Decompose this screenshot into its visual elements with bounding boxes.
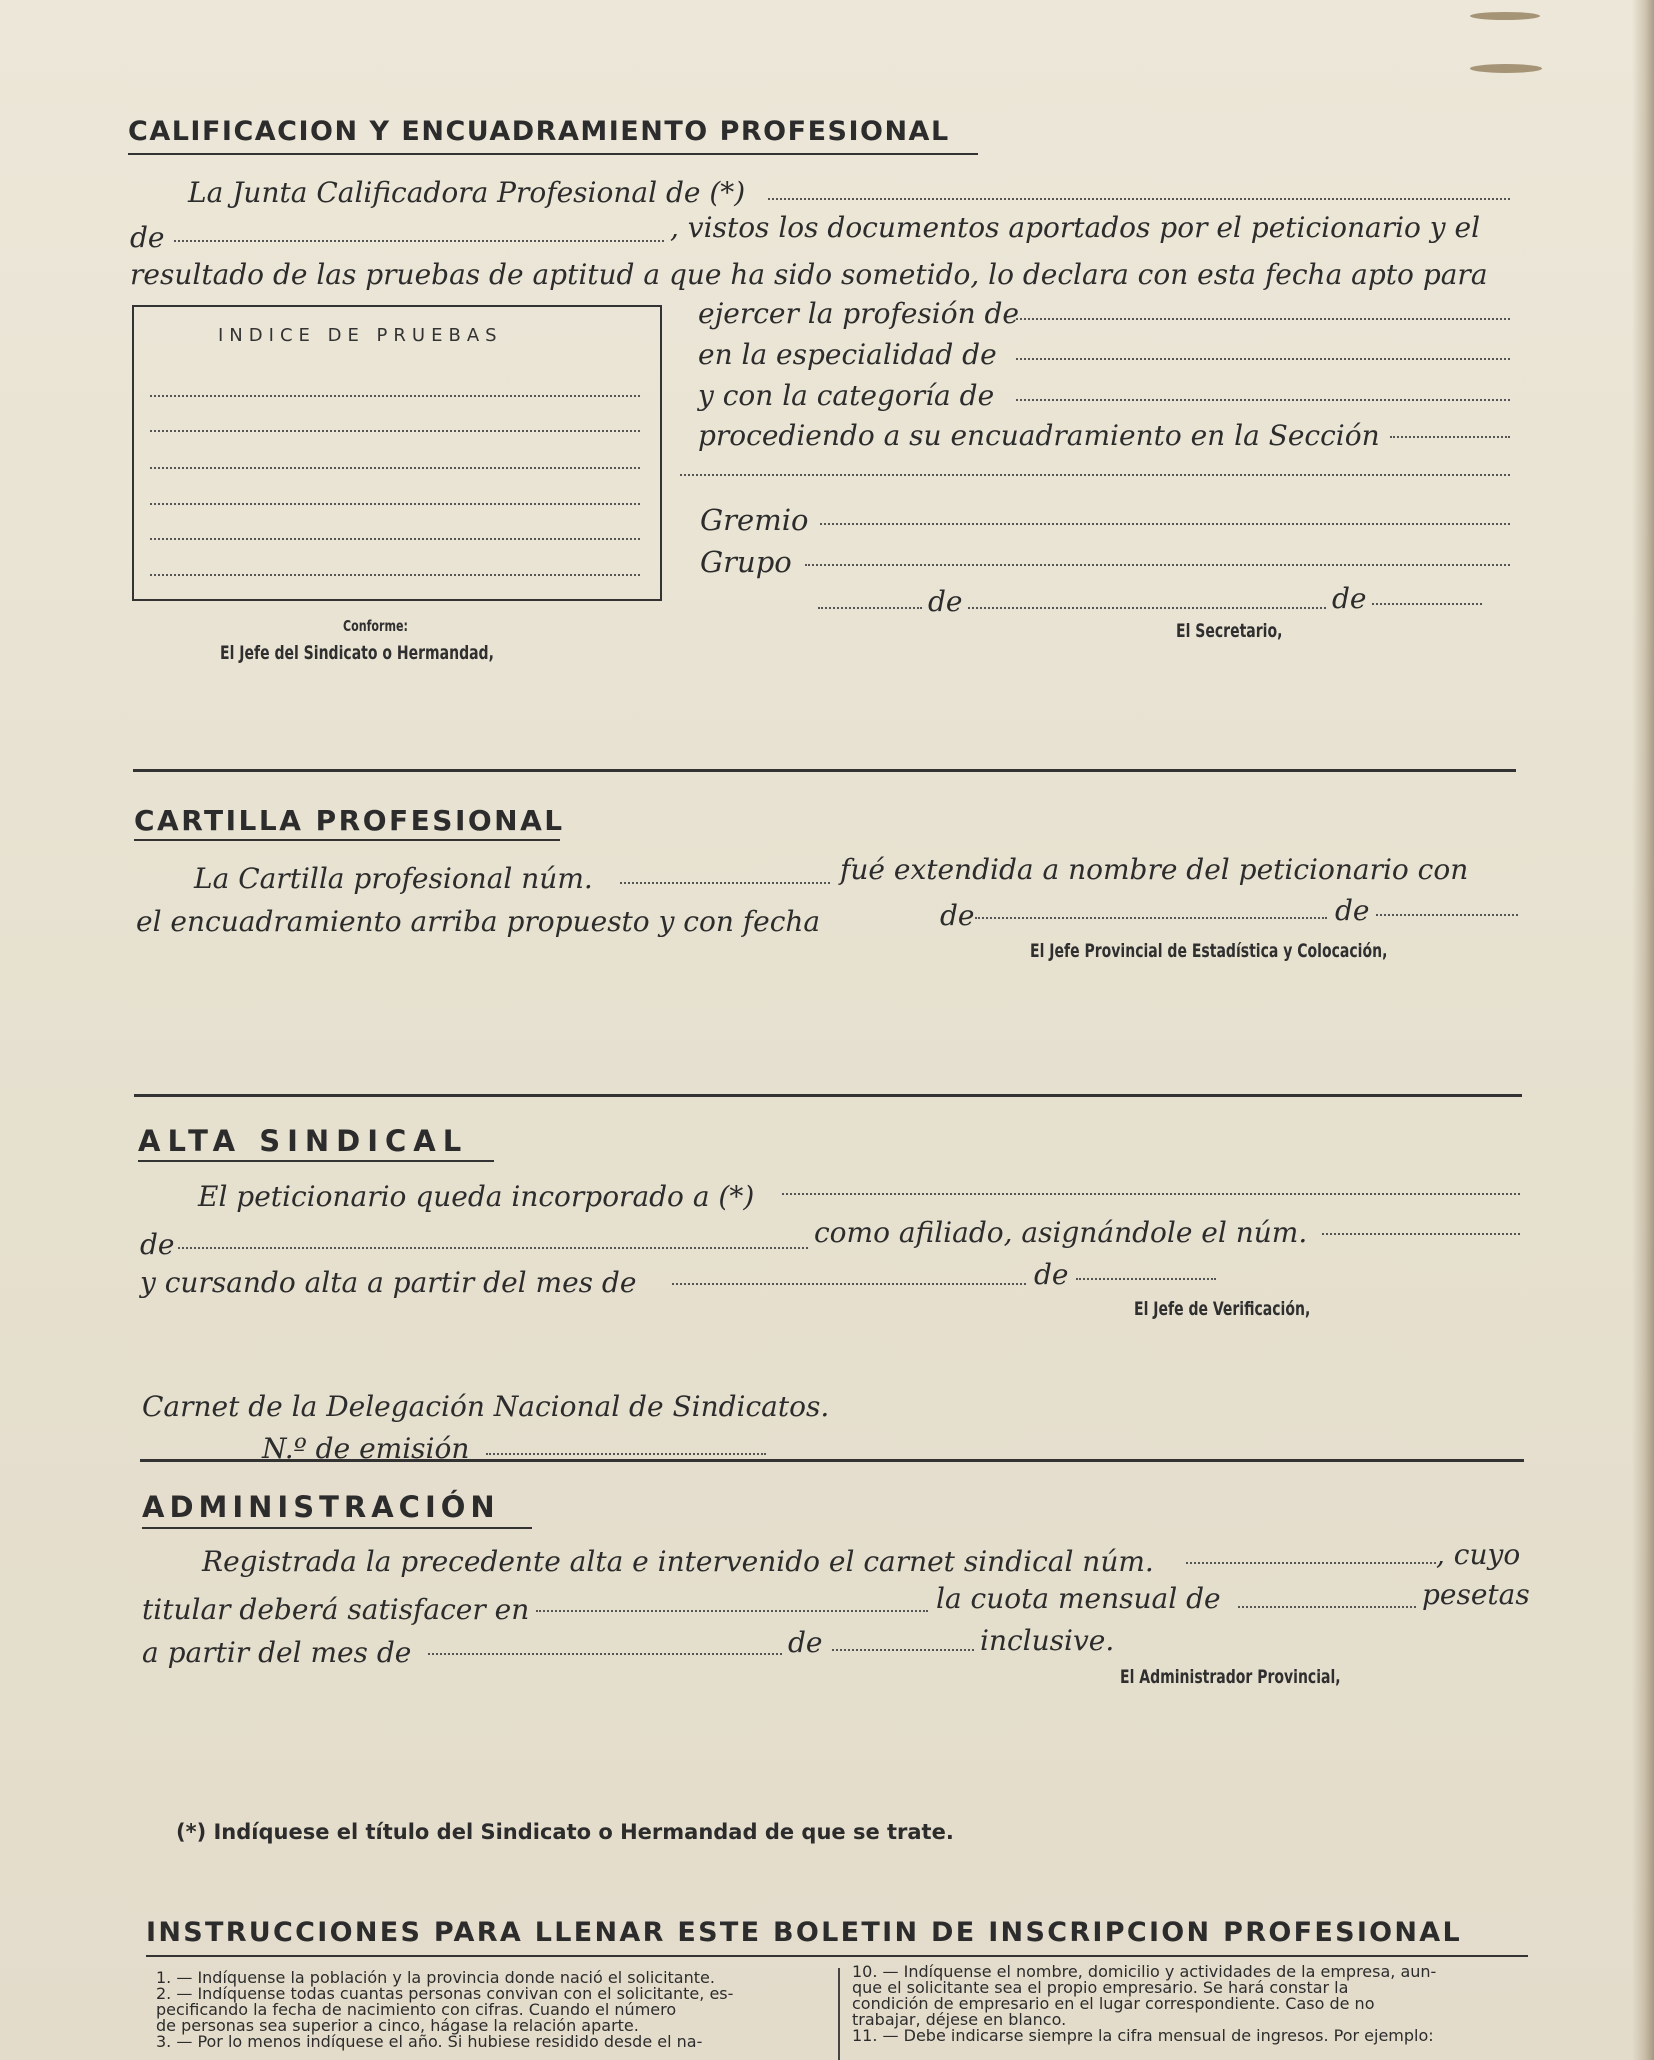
section-heading-alta: ALTA SINDICAL bbox=[138, 1124, 469, 1158]
categoria-field[interactable] bbox=[1016, 399, 1510, 401]
admin-line-2a: titular deberá satisfacer en bbox=[142, 1593, 530, 1626]
fecha-mes-field[interactable] bbox=[968, 607, 1326, 609]
heading-underline bbox=[146, 1955, 1528, 1957]
grupo-field[interactable] bbox=[805, 564, 1510, 566]
column-divider bbox=[838, 1968, 840, 2060]
secretario-signature-label: El Secretario, bbox=[1176, 620, 1283, 642]
junta-field[interactable] bbox=[768, 198, 1510, 200]
gremio-field[interactable] bbox=[820, 523, 1510, 525]
admin-line-2c: pesetas bbox=[1422, 1578, 1530, 1611]
admin-line-1b: , cuyo bbox=[1436, 1538, 1521, 1571]
cartilla-mes-field[interactable] bbox=[975, 917, 1327, 919]
especialidad-field[interactable] bbox=[1016, 358, 1510, 360]
prueba-line[interactable] bbox=[150, 467, 640, 469]
fecha-anio-field[interactable] bbox=[1372, 603, 1482, 605]
instrucciones-left-column bbox=[156, 1970, 826, 2050]
cartilla-de-1: de bbox=[940, 899, 975, 932]
ejercer-label: ejercer la profesión de bbox=[698, 297, 1020, 330]
admin-anio-field[interactable] bbox=[832, 1649, 974, 1651]
conforme-label: Conforme: bbox=[343, 617, 408, 635]
instruccion-item: de personas sea superior a cinco, hágase la relación aparte. bbox=[156, 2016, 639, 2035]
emision-label: N.º de emisión bbox=[262, 1432, 470, 1465]
admin-line-3a: a partir del mes de bbox=[142, 1636, 412, 1669]
ink-stain bbox=[1470, 12, 1540, 20]
heading-underline bbox=[128, 153, 978, 155]
jefe-sindicato-signature-label: El Jefe del Sindicato o Hermandad, bbox=[220, 642, 494, 664]
alta-line-1: El peticionario queda incorporado a (*) bbox=[198, 1180, 755, 1213]
alta-anio-field[interactable] bbox=[1076, 1278, 1216, 1280]
resultado-line: resultado de las pruebas de aptitud a que ha sido sometido, lo declara con esta fecha apto para bbox=[130, 258, 1488, 291]
section-heading-instrucciones: INSTRUCCIONES PARA LLENAR ESTE BOLETIN DE INSCRIPCION PROFESIONAL bbox=[146, 1917, 1463, 1948]
alta-line-2b: como afiliado, asignándole el núm. bbox=[814, 1216, 1308, 1249]
prueba-line[interactable] bbox=[150, 503, 640, 505]
instruccion-item: 1. — Indíquense la población y la provincia donde nació el solicitante. bbox=[156, 1968, 715, 1987]
instruccion-item: 2. — Indíquense todas cuantas personas convivan con el solicitante, es- bbox=[156, 1984, 734, 2003]
instruccion-item: 3. — Por lo menos indíquese el año. Si hubiese residido desde el na- bbox=[156, 2032, 703, 2051]
seccion-field[interactable] bbox=[1390, 436, 1510, 438]
carnet-line: Carnet de la Delegación Nacional de Sindicatos. bbox=[142, 1390, 830, 1423]
instruccion-item: que el solicitante sea el propio empresario. Se hará constar la bbox=[852, 1978, 1349, 1997]
alta-de-2: de bbox=[1034, 1258, 1069, 1291]
instruccion-item: 10. — Indíquense el nombre, domicilio y actividades de la empresa, aun- bbox=[852, 1962, 1437, 1981]
ink-stain bbox=[1470, 64, 1542, 73]
profesion-field[interactable] bbox=[1016, 318, 1510, 320]
admin-mes-field[interactable] bbox=[428, 1653, 782, 1655]
prueba-line[interactable] bbox=[150, 574, 640, 576]
indice-pruebas-title: INDICE DE PRUEBAS bbox=[218, 325, 503, 346]
paper-edge-shadow bbox=[1632, 0, 1654, 2060]
footnote: (*) Indíquese el título del Sindicato o Hermandad de que se trate. bbox=[176, 1820, 954, 1844]
section-divider bbox=[133, 769, 1516, 772]
alta-line-3a: y cursando alta a partir del mes de bbox=[140, 1266, 637, 1299]
instruccion-item: trabajar, déjese en blanco. bbox=[852, 2010, 1067, 2029]
categoria-label: y con la categoría de bbox=[698, 379, 995, 412]
section-divider bbox=[140, 1459, 1524, 1462]
section-divider bbox=[134, 1094, 1522, 1097]
admin-lugar-field[interactable] bbox=[536, 1610, 928, 1612]
alta-sindicato-field[interactable] bbox=[782, 1193, 1520, 1195]
date-de-2: de bbox=[1332, 582, 1367, 615]
admin-carnet-field[interactable] bbox=[1186, 1562, 1436, 1564]
instruccion-item: pecificando la fecha de nacimiento con cifras. Cuando el número bbox=[156, 2000, 677, 2019]
cartilla-de-2: de bbox=[1335, 894, 1370, 927]
date-de-1: de bbox=[928, 585, 963, 618]
administrador-signature-label: El Administrador Provincial, bbox=[1120, 1666, 1341, 1688]
seccion-field-2[interactable] bbox=[680, 474, 1510, 476]
prueba-line[interactable] bbox=[150, 395, 640, 397]
instruccion-item: condición de empresario en el lugar correspondiente. Caso de no bbox=[852, 1994, 1375, 2013]
section-heading-cartilla: CARTILLA PROFESIONAL bbox=[134, 804, 565, 837]
admin-de: de bbox=[788, 1626, 823, 1659]
seccion-label: procediendo a su encuadramiento en la Sección bbox=[698, 419, 1380, 452]
prueba-line[interactable] bbox=[150, 430, 640, 432]
cartilla-anio-field[interactable] bbox=[1376, 914, 1518, 916]
alta-de-label: de bbox=[140, 1228, 175, 1261]
grupo-label: Grupo bbox=[700, 545, 792, 579]
admin-line-2b: la cuota mensual de bbox=[936, 1582, 1221, 1615]
junta-line: La Junta Calificadora Profesional de (*) bbox=[188, 176, 746, 209]
jefe-estadistica-signature-label: El Jefe Provincial de Estadística y Colocación, bbox=[1030, 940, 1388, 962]
cartilla-numero-field[interactable] bbox=[620, 882, 830, 884]
cartilla-line-1b: fué extendida a nombre del peticionario con bbox=[840, 853, 1469, 886]
instrucciones-right-column bbox=[852, 1964, 1542, 2044]
prueba-line[interactable] bbox=[150, 538, 640, 540]
instruccion-item: 11. — Debe indicarse siempre la cifra mensual de ingresos. Por ejemplo: bbox=[852, 2026, 1434, 2045]
alta-localidad-field[interactable] bbox=[178, 1247, 808, 1249]
indice-pruebas-box bbox=[132, 305, 662, 601]
section-heading-administracion: ADMINISTRACIÓN bbox=[142, 1490, 500, 1524]
gremio-label: Gremio bbox=[700, 503, 809, 537]
fecha-dia-field[interactable] bbox=[818, 607, 922, 609]
heading-underline bbox=[142, 1527, 532, 1529]
admin-cuota-field[interactable] bbox=[1238, 1606, 1416, 1608]
de-label: de bbox=[130, 221, 165, 254]
admin-line-1a: Registrada la precedente alta e intervenido el carnet sindical núm. bbox=[202, 1545, 1154, 1578]
heading-underline bbox=[138, 1160, 494, 1162]
especialidad-label: en la especialidad de bbox=[698, 338, 997, 371]
cartilla-line-2a: el encuadramiento arriba propuesto y con fecha bbox=[136, 905, 821, 938]
alta-mes-field[interactable] bbox=[672, 1283, 1026, 1285]
emision-field[interactable] bbox=[486, 1453, 766, 1455]
jefe-verificacion-signature-label: El Jefe de Verificación, bbox=[1134, 1298, 1311, 1320]
section-heading-calificacion: CALIFICACION Y ENCUADRAMIENTO PROFESIONAL bbox=[128, 116, 950, 147]
admin-line-3b: inclusive. bbox=[980, 1624, 1115, 1657]
alta-afiliado-field[interactable] bbox=[1322, 1233, 1520, 1235]
cartilla-line-1a: La Cartilla profesional núm. bbox=[194, 862, 593, 895]
vistos-line: , vistos los documentos aportados por el peticionario y el bbox=[670, 211, 1481, 244]
localidad-field[interactable] bbox=[174, 240, 664, 242]
heading-underline bbox=[134, 839, 560, 841]
